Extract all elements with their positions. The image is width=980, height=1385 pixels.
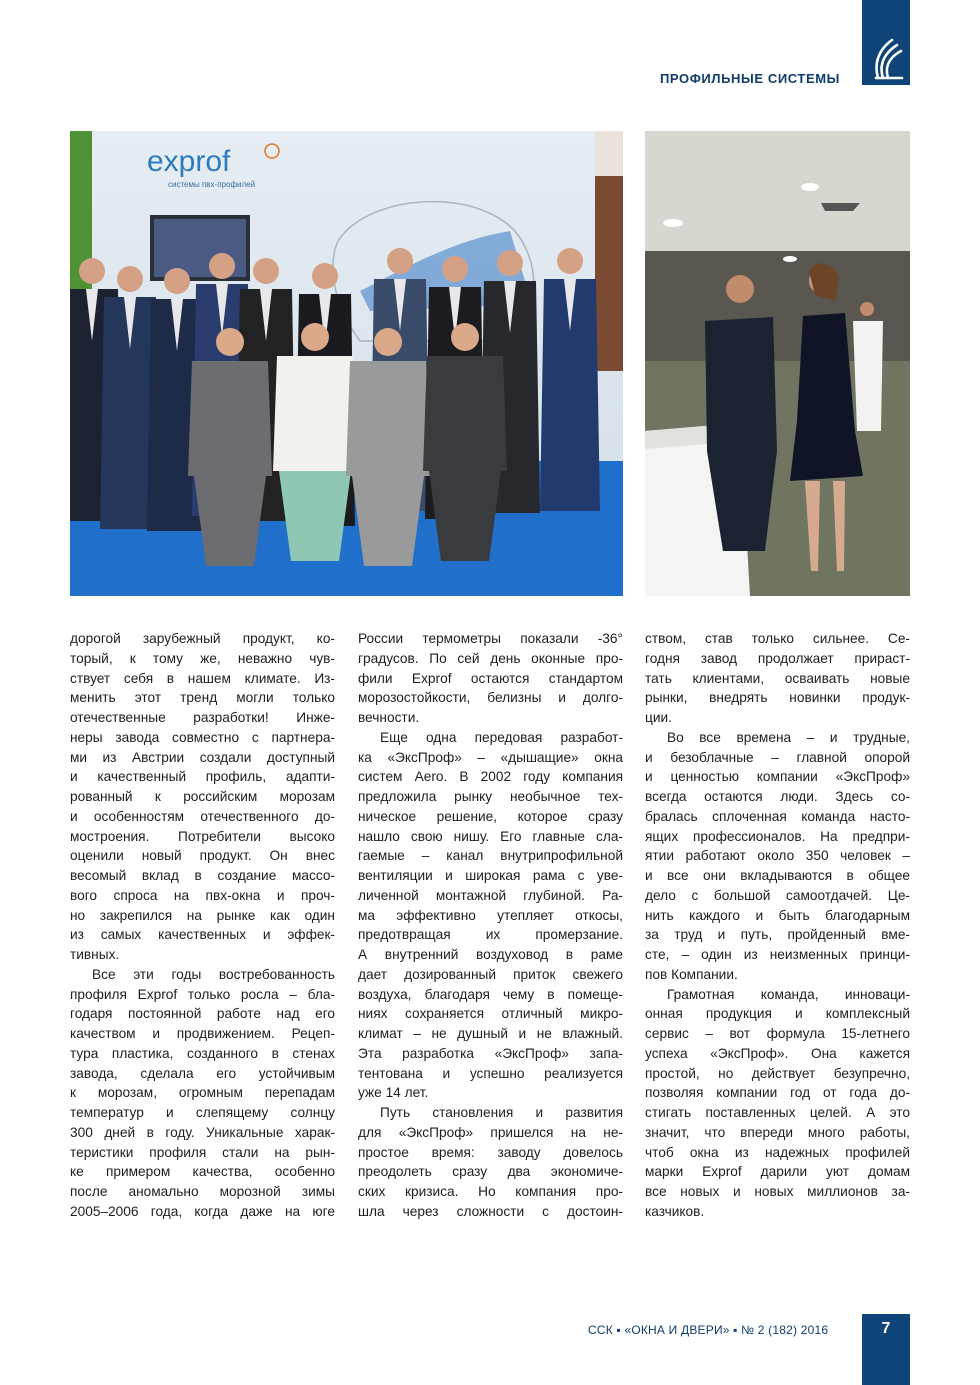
person-figure [346,361,430,476]
text-line: фили Exprof остаются стандартом [358,670,623,686]
text-line: дорогой зарубежный продукт, ко- [70,631,335,646]
text-line: шла через сложности с достоин- [358,1203,623,1219]
person-figure [209,253,235,279]
text-line: дело с большой самоотдачей. Це- [645,887,910,903]
text-line: ке примером качества, особенно [70,1164,335,1180]
person-figure [557,248,583,274]
text-line: рованный к российским морозам [70,789,335,804]
person-figure [312,263,338,289]
text-line: А внутренний воздуховод в раме [358,947,623,962]
text-line: для «ЭксПроф» пришелся на не- [358,1124,623,1140]
text-line: вечности. [358,710,420,725]
text-line: всегда остаются люди. Здесь со- [645,789,910,804]
text-line: ми из Австрии создали доступный [70,749,335,765]
text-line: отечественные разработки! Инже- [70,710,335,725]
text-line: за труд и путь, пройденный вме- [645,927,910,943]
text-line: качеством и продвижением. Рецеп- [70,1026,335,1041]
text-line: Путь становления и развития [380,1105,623,1120]
text-line: ствует себя в нашем климате. Из- [70,670,335,686]
text-line: предотвращая их промерзание. [358,927,623,943]
page-number: 7 [881,1320,891,1337]
text-line: неры завода совместно с партнера- [70,729,335,745]
text-line: тентована и успешно реализуется [358,1065,623,1081]
text-line: казчиков. [645,1203,705,1219]
text-line: рынки, внедрять новинки продук- [645,690,910,706]
person-figure [216,328,244,356]
text-line: годня завод продолжает прираст- [645,650,910,666]
section-title: ПРОФИЛЬНЫЕ СИСТЕМЫ [659,71,840,86]
text-line: из самых качественных и эффек- [70,927,335,943]
text-line: после аномально морозной зимы [70,1184,335,1199]
text-line: пов Компании. [645,966,738,982]
text-line: ятии работают около 350 человек – [645,848,910,864]
text-line: ническое решение, которое сразу [358,808,623,824]
text-line: воздуха, благодаря чему в помеще- [358,986,623,1002]
text-line: нить каждого и быть благодарным [645,907,910,923]
text-line: морозостойкости, белизны и долго- [358,690,623,706]
text-line: весомый вклад в создание массо- [70,868,335,883]
text-line: и особенностям отечественного до- [70,808,335,824]
text-line: личенной монтажной глубиной. Ра- [358,887,623,903]
text-line: дает дозированный приток свежего [358,966,623,982]
text-line: 300 дней в году. Уникальные харак- [70,1124,335,1140]
person-figure [451,323,479,351]
text-line: нашло свою нишу. Его главные сла- [358,828,623,844]
text-line: преодолеть сразу два экономиче- [358,1164,623,1180]
text-line: уже 14 лет. [358,1085,429,1101]
header-tab [862,0,910,85]
text-line: тивных. [70,947,120,962]
text-line: и качественный профиль, адапти- [70,769,335,785]
text-line: профиля Exprof только росла – бла- [70,986,335,1002]
page-number-tab [862,1314,910,1385]
person-figure [117,266,143,292]
text-line: и все они вкладываются в общее [645,868,910,883]
text-line: торый, к тому же, неважно чув- [70,650,335,666]
text-line: 2005–2006 года, когда даже на юге [70,1203,335,1219]
person-figure [374,328,402,356]
exprof-logo: exprof [147,145,231,178]
text-column-1 [70,629,335,1222]
text-line: гаемые – канал внутрипрофильной [358,848,623,864]
text-line: к морозам, огромным перепадам [70,1085,335,1101]
text-line: простой, но действует безупречно, [645,1065,910,1081]
text-line: тать клиентами, осваивать новые [645,670,910,686]
text-line: позволяя компании год от года до- [645,1085,910,1101]
text-line: сервис – вот формула 15-летнего [645,1026,910,1041]
text-line: и ценностью компании «ЭксПроф» [645,769,910,785]
person-figure [352,476,424,566]
text-line: Эта разработка «ЭксПроф» запа- [358,1045,623,1061]
text-line: Еще одна передовая разработ- [380,729,623,745]
text-line: вого спроса на пвх-окна и проч- [70,887,335,903]
text-line: все новых и новых миллионов за- [645,1184,910,1199]
person-figure [253,258,279,284]
text-line: онная продукция и комплексный [645,1006,910,1022]
text-line: России термометры показали -36° [358,631,623,646]
person-figure [423,356,507,471]
text-line: Грамотная команда, инноваци- [667,986,910,1002]
person-figure [279,471,351,561]
text-line: ских кризиса. Но компания про- [358,1184,623,1199]
group-photo-exhibition [70,131,623,596]
publication-info: ССК ▪ «ОКНА И ДВЕРИ» ▪ № 2 (182) 2016 [588,1323,829,1337]
text-line: Все эти годы востребованность [92,966,335,982]
text-line: Во все времена – и трудные, [667,729,910,745]
text-line: менить этот тренд могли только [70,690,335,706]
text-line: но закрепился на рынке как один [70,907,335,923]
text-line: мостроения. Потребители высоко [70,828,335,844]
text-line: ма эффективно утепляет откосы, [358,907,623,923]
text-line: сте, – один из неизменных принци- [645,947,910,962]
text-line: стигать поставленных целей. А это [645,1105,910,1120]
text-line: систем Aero. В 2002 году компания [358,769,623,785]
text-column-3 [645,629,910,1222]
text-line: и безоблачные – главной опорой [645,749,910,765]
text-line: марки Exprof дарили уют домам [645,1164,910,1180]
person-figure [429,471,501,561]
text-line: ящих профессионалов. На предпри- [645,828,910,844]
text-line: бралась сплоченная команда насто- [645,808,910,824]
text-line: климат – не душный и не влажный. [358,1026,623,1041]
person-figure [497,250,523,276]
exprof-tagline: системы пвх-профилей [168,180,256,189]
person-figure [273,356,357,471]
text-line: температур и слепящему солнцу [70,1105,335,1120]
text-line: тура пластика, созданного в стенах [70,1045,335,1061]
text-column-2 [358,629,623,1222]
person-figure [164,268,190,294]
text-line: градусов. По сей день оконные про- [358,650,623,666]
person-figure [188,361,272,476]
text-line: ка «ЭксПроф» – «дышащие» окна [358,749,623,765]
person-figure [442,256,468,282]
text-line: ством, став только сильнее. Се- [645,631,910,646]
text-line: завода, сделала его устойчивым [70,1065,335,1081]
text-line: ниях сохраняется отличный микро- [358,1006,623,1022]
person-figure [194,476,266,566]
text-line: предложила рынку необычное тех- [358,789,623,804]
person-figure [301,323,329,351]
text-line: успеха «ЭксПроф». Она кажется [645,1045,910,1061]
person-figure [387,248,413,274]
text-line: годаря постоянной работе над его [70,1006,335,1022]
text-line: простое время: заводу довелось [358,1144,623,1160]
logo-icon [868,34,904,80]
text-line: вентиляции и широкая рама с уве- [358,868,623,883]
text-line: теристики профиля стали на рын- [70,1144,335,1160]
text-line: оценили новый продукт. Он внес [70,848,335,864]
text-line: чтоб окна из надежных профилей [645,1144,910,1160]
text-line: значит, что впереди много работы, [645,1124,910,1140]
award-photo [645,131,910,596]
person-figure [79,258,105,284]
text-line: ции. [645,710,672,725]
